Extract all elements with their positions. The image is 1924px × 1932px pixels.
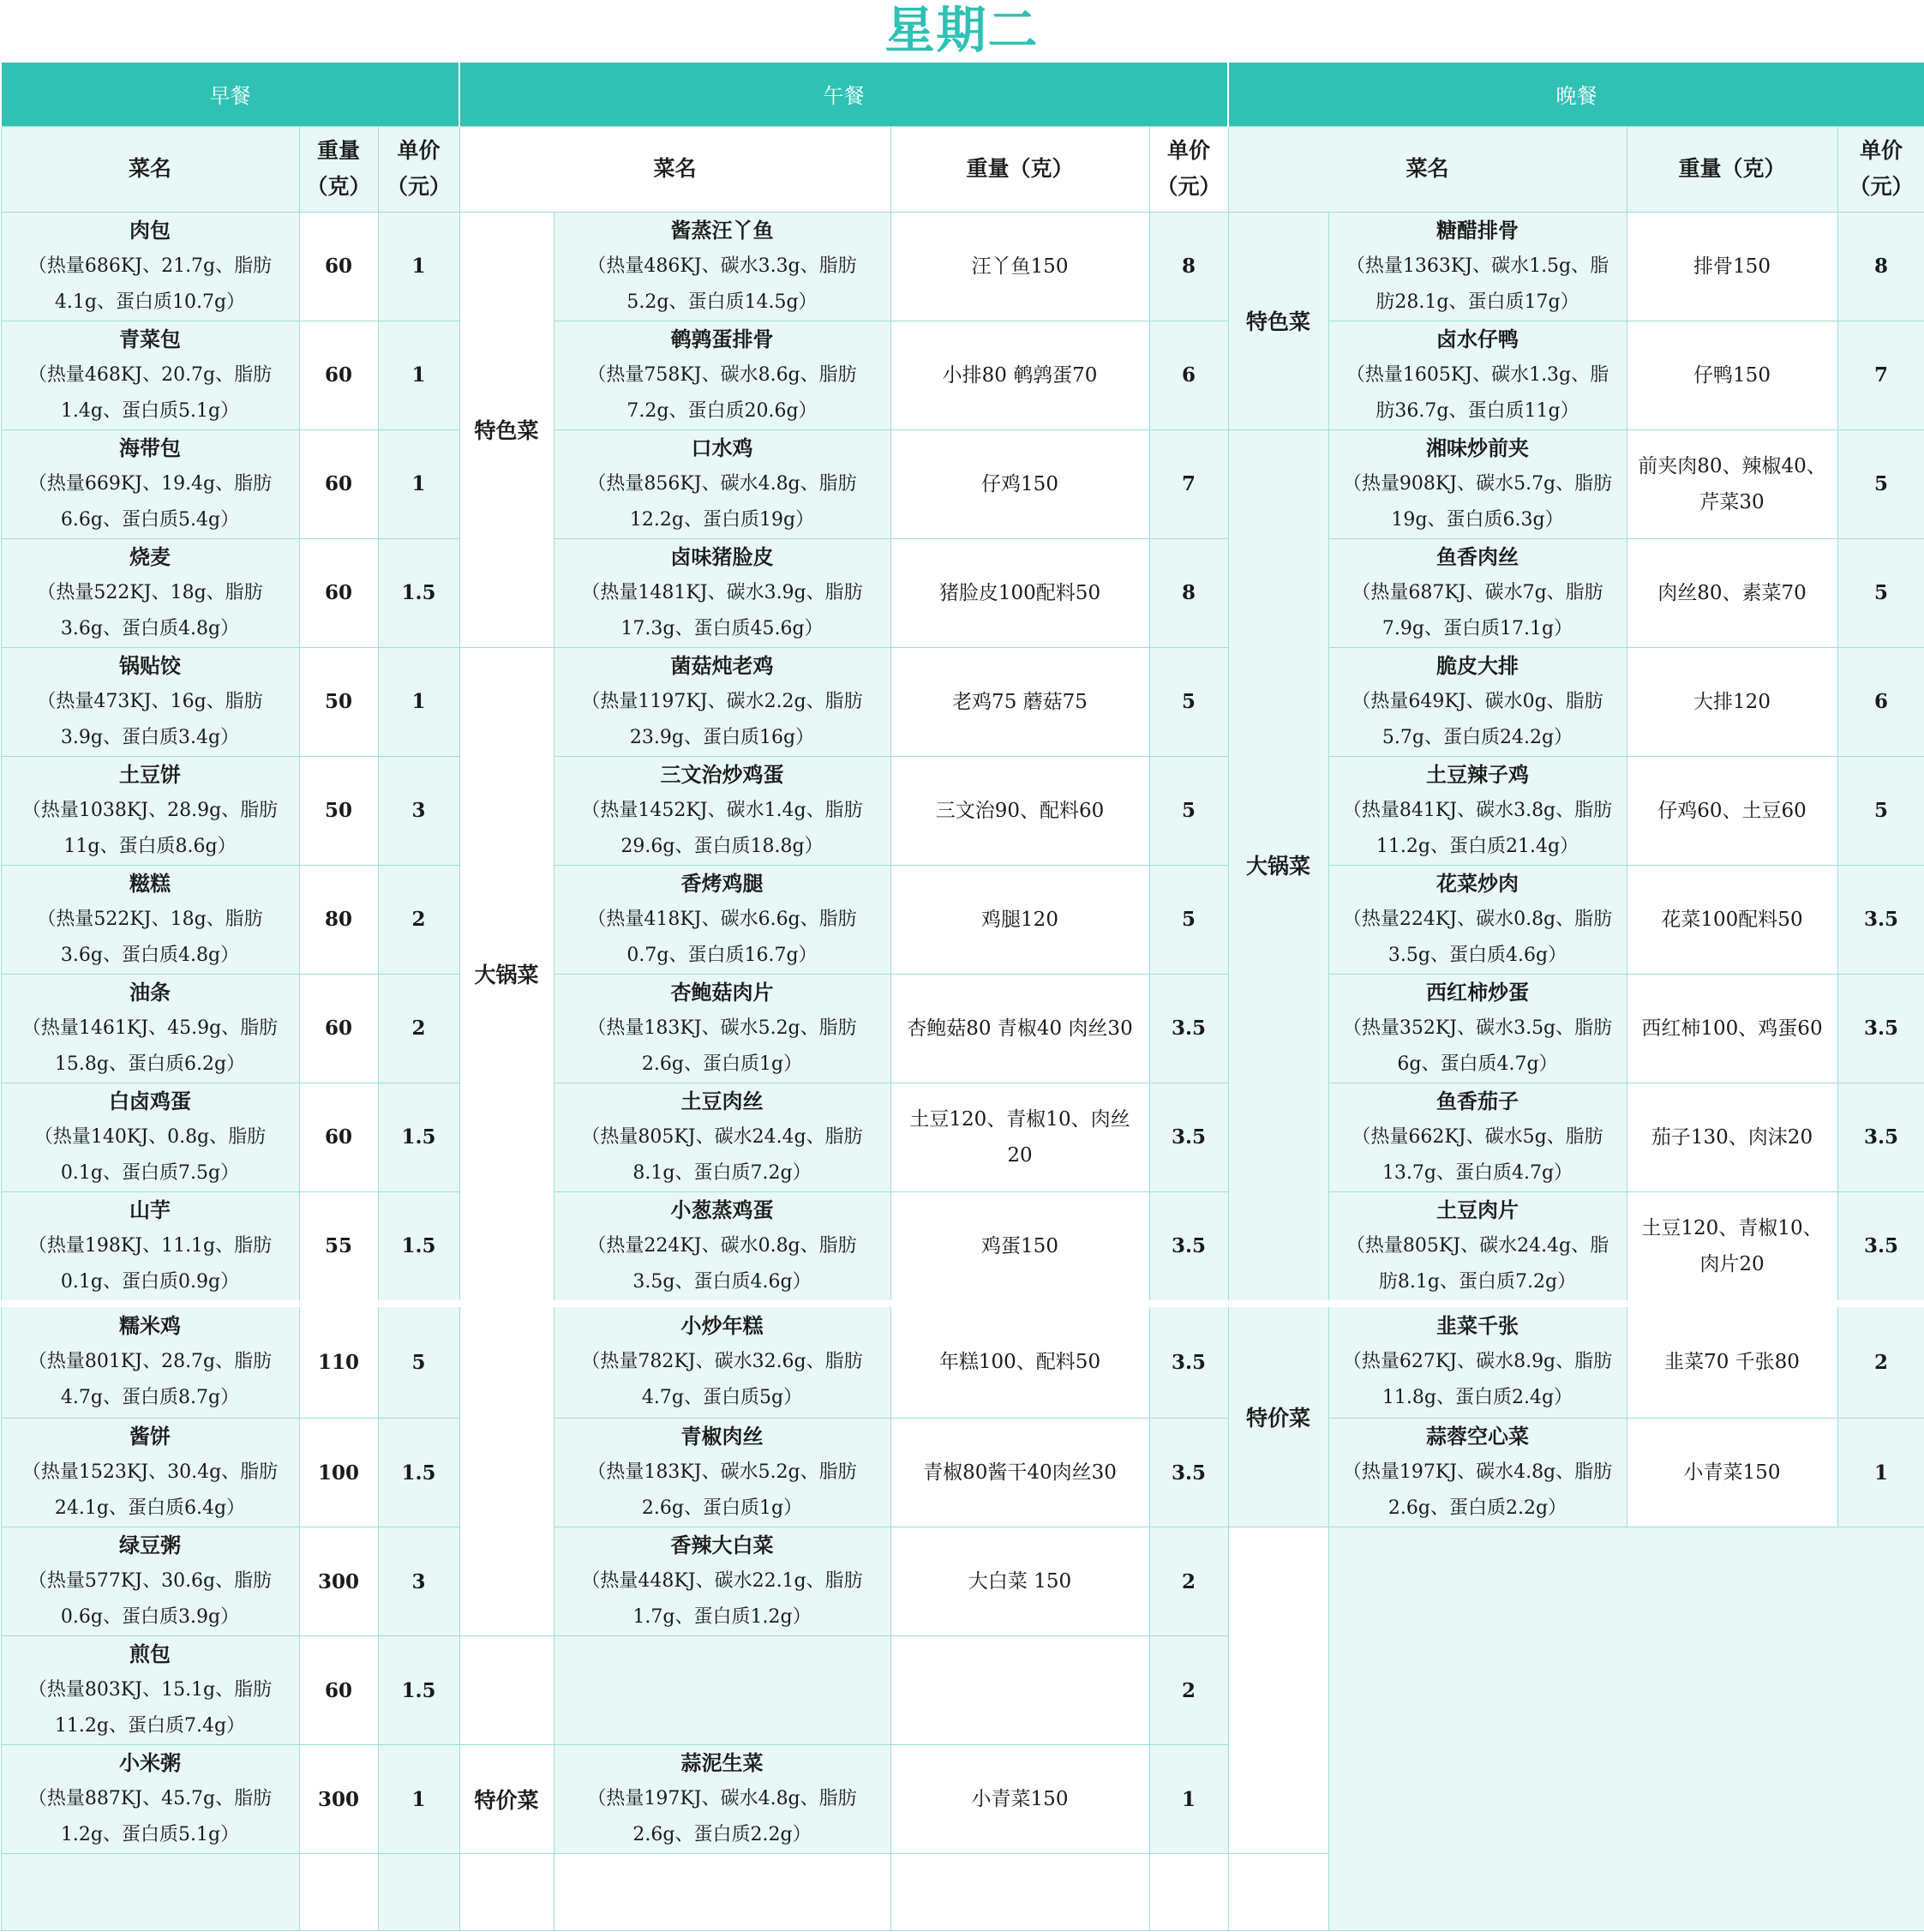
breakfast-price: 1 — [378, 321, 459, 429]
dinner-weight: 仔鸭150 — [1627, 321, 1837, 429]
dinner-header: 晚餐 — [1228, 63, 1924, 126]
lunch-name-header: 菜名 — [459, 126, 890, 212]
lunch-dish-cell — [554, 1636, 890, 1745]
dinner-dish-cell — [1328, 974, 1627, 1083]
lunch-dish-nutrition: （热量448KJ、碳水22.1g、脂肪1.7g、蛋白质1.2g） — [581, 1570, 863, 1628]
breakfast-weight-header: 重量（克） — [299, 126, 378, 212]
breakfast-weight: 50 — [299, 756, 378, 865]
breakfast-dish-nutrition: （热量1461KJ、45.9g、脂肪15.8g、蛋白质6.2g） — [21, 1017, 279, 1075]
breakfast-dish-nutrition: （热量887KJ、45.7g、脂肪1.2g、蛋白质5.1g） — [27, 1788, 273, 1845]
dinner-price: 5 — [1837, 429, 1924, 538]
lunch-price: 5 — [1149, 865, 1228, 974]
lunch-dish-nutrition: （热量758KJ、碳水8.6g、脂肪7.2g、蛋白质20.6g） — [587, 363, 857, 422]
dinner-dish-cell — [1328, 212, 1627, 321]
dinner-empty-cell — [1228, 1854, 1328, 1931]
breakfast-dish-nutrition: （热量468KJ、20.7g、脂肪1.4g、蛋白质5.1g） — [27, 363, 273, 422]
lunch-dish-name: 鹌鹑蛋排骨 — [670, 326, 774, 351]
breakfast-price: 1.5 — [378, 1636, 459, 1745]
dinner-category-bigpot: 大锅菜 — [1228, 429, 1328, 1304]
breakfast-dish-name: 酱饼 — [129, 1424, 171, 1449]
lunch-weight: 大白菜 150 — [890, 1527, 1149, 1636]
lunch-weight — [890, 1636, 1149, 1745]
breakfast-price: 1 — [378, 647, 459, 756]
dinner-dish-nutrition: （热量908KJ、碳水5.7g、脂肪19g、蛋白质6.3g） — [1342, 472, 1613, 531]
column-header-row — [1, 126, 1924, 212]
breakfast-dish-name: 白卤鸡蛋 — [109, 1088, 191, 1113]
lunch-dish-cell — [554, 429, 890, 538]
lunch-weight: 汪丫鱼150 — [890, 212, 1149, 321]
breakfast-dish-nutrition: （热量522KJ、18g、脂肪3.6g、蛋白质4.8g） — [37, 581, 263, 639]
menu-row — [1, 1083, 1924, 1191]
dinner-empty-area — [1328, 1527, 1924, 1931]
breakfast-dish-cell — [1, 974, 299, 1083]
lunch-dish-cell — [554, 756, 890, 865]
lunch-dish-cell — [554, 1419, 890, 1527]
dinner-price: 2 — [1837, 1304, 1924, 1419]
lunch-weight: 猪脸皮100配料50 — [890, 538, 1149, 647]
breakfast-weight: 100 — [299, 1419, 378, 1527]
lunch-dish-name: 土豆肉丝 — [680, 1088, 764, 1113]
breakfast-dish-nutrition: （热量686KJ、21.7g、脂肪4.1g、蛋白质10.7g） — [27, 255, 273, 313]
dinner-dish-name: 韭菜千张 — [1436, 1313, 1519, 1339]
lunch-dish-nutrition: （热量418KJ、碳水6.6g、脂肪0.7g、蛋白质16.7g） — [587, 908, 857, 966]
breakfast-price-header: 单价（元） — [378, 126, 459, 212]
lunch-dish-cell — [554, 865, 890, 974]
lunch-dish-cell — [554, 974, 890, 1083]
lunch-weight: 青椒80酱干40肉丝30 — [890, 1419, 1149, 1527]
lunch-dish-cell — [554, 1745, 890, 1854]
lunch-empty-cell — [890, 1854, 1149, 1931]
breakfast-weight: 60 — [299, 1636, 378, 1745]
breakfast-price: 3 — [378, 756, 459, 865]
breakfast-price: 3 — [378, 1527, 459, 1636]
lunch-dish-name: 香烤鸡腿 — [680, 870, 764, 896]
breakfast-empty-cell — [1, 1854, 299, 1931]
breakfast-weight: 50 — [299, 647, 378, 756]
dinner-price: 6 — [1837, 647, 1924, 756]
breakfast-price: 1.5 — [378, 1083, 459, 1191]
breakfast-weight: 60 — [299, 538, 378, 647]
lunch-header: 午餐 — [459, 63, 1228, 126]
lunch-dish-nutrition: （热量486KJ、碳水3.3g、脂肪5.2g、蛋白质14.5g） — [587, 255, 857, 313]
lunch-dish-name: 蒜泥生菜 — [680, 1750, 764, 1775]
lunch-price: 6 — [1149, 321, 1228, 429]
lunch-dish-cell — [554, 1527, 890, 1636]
breakfast-dish-cell — [1, 1304, 299, 1419]
breakfast-dish-name: 土豆饼 — [119, 761, 181, 787]
dinner-dish-name: 西红柿炒蛋 — [1426, 979, 1529, 1005]
lunch-dish-name: 小葱蒸鸡蛋 — [670, 1197, 774, 1222]
dinner-dish-cell — [1328, 865, 1627, 974]
dinner-dish-nutrition: （热量662KJ、碳水5g、脂肪13.7g、蛋白质4.7g） — [1352, 1125, 1603, 1184]
breakfast-header: 早餐 — [1, 63, 459, 126]
dinner-dish-cell — [1328, 647, 1627, 756]
menu-row — [1, 1527, 1924, 1636]
breakfast-dish-name: 糍糕 — [129, 870, 171, 896]
dinner-dish-nutrition: （热量1605KJ、碳水1.3g、脂肪36.7g、蛋白质11g） — [1346, 363, 1609, 422]
dinner-weight-header: 重量（克） — [1627, 126, 1837, 212]
breakfast-dish-name: 绿豆粥 — [119, 1533, 181, 1557]
dinner-dish-cell — [1328, 538, 1627, 647]
breakfast-weight: 80 — [299, 865, 378, 974]
breakfast-price: 5 — [378, 1304, 459, 1419]
breakfast-weight: 60 — [299, 429, 378, 538]
dinner-dish-name: 花菜炒肉 — [1436, 870, 1519, 896]
breakfast-dish-name: 山芋 — [129, 1197, 171, 1222]
dinner-dish-name: 鱼香肉丝 — [1436, 543, 1519, 569]
breakfast-dish-name: 烧麦 — [129, 543, 171, 569]
breakfast-empty-cell — [299, 1854, 378, 1931]
breakfast-name-header: 菜名 — [1, 126, 299, 212]
dinner-dish-nutrition: （热量627KJ、碳水8.9g、脂肪11.8g、蛋白质2.4g） — [1342, 1351, 1613, 1409]
dinner-dish-nutrition: （热量649KJ、碳水0g、脂肪5.7g、蛋白质24.2g） — [1352, 690, 1603, 748]
lunch-dish-cell — [554, 1304, 890, 1419]
dinner-category-bargain: 特价菜 — [1228, 1304, 1328, 1527]
lunch-price: 8 — [1149, 538, 1228, 647]
lunch-empty-cell — [554, 1854, 890, 1931]
lunch-price: 3.5 — [1149, 1191, 1228, 1304]
meal-header-row — [1, 63, 1924, 126]
menu-row — [1, 1191, 1924, 1304]
menu-row — [1, 1419, 1924, 1527]
menu-row — [1, 538, 1924, 647]
lunch-weight: 鸡腿120 — [890, 865, 1149, 974]
breakfast-dish-name: 海带包 — [119, 435, 181, 460]
dinner-price: 1 — [1837, 1419, 1924, 1527]
lunch-dish-name: 青椒肉丝 — [680, 1424, 764, 1449]
breakfast-dish-cell — [1, 538, 299, 647]
breakfast-dish-name: 肉包 — [129, 217, 171, 243]
dinner-dish-nutrition: （热量805KJ、碳水24.4g、脂肪8.1g、蛋白质7.2g） — [1346, 1234, 1609, 1293]
lunch-category-empty — [459, 1304, 554, 1636]
dinner-price: 3.5 — [1837, 865, 1924, 974]
breakfast-weight: 300 — [299, 1745, 378, 1854]
breakfast-price: 1.5 — [378, 538, 459, 647]
breakfast-price: 1.5 — [378, 1191, 459, 1304]
dinner-price: 3.5 — [1837, 974, 1924, 1083]
dinner-dish-cell — [1328, 1419, 1627, 1527]
dinner-dish-nutrition: （热量352KJ、碳水3.5g、脂肪6g、蛋白质4.7g） — [1342, 1017, 1613, 1075]
dinner-weight: 小青菜150 — [1627, 1419, 1837, 1527]
dinner-dish-nutrition: （热量687KJ、碳水7g、脂肪7.9g、蛋白质17.1g） — [1352, 581, 1603, 639]
lunch-weight: 仔鸡150 — [890, 429, 1149, 538]
lunch-weight: 鸡蛋150 — [890, 1191, 1149, 1304]
lunch-dish-nutrition: （热量1481KJ、碳水3.9g、脂肪17.3g、蛋白质45.6g） — [581, 581, 863, 639]
lunch-empty-cell — [1149, 1854, 1228, 1931]
breakfast-price: 1 — [378, 1745, 459, 1854]
lunch-dish-cell — [554, 647, 890, 756]
lunch-dish-nutrition: （热量782KJ、碳水32.6g、脂肪4.7g、蛋白质5g） — [581, 1351, 863, 1409]
dinner-dish-nutrition: （热量224KJ、碳水0.8g、脂肪3.5g、蛋白质4.6g） — [1342, 908, 1613, 966]
breakfast-dish-name: 煎包 — [129, 1641, 171, 1666]
dinner-dish-name: 鱼香茄子 — [1436, 1088, 1519, 1113]
breakfast-weight: 55 — [299, 1191, 378, 1304]
lunch-weight: 小排80 鹌鹑蛋70 — [890, 321, 1149, 429]
dinner-weight: 前夹肉80、辣椒40、芹菜30 — [1627, 429, 1837, 538]
dinner-dish-nutrition: （热量841KJ、碳水3.8g、脂肪11.2g、蛋白质21.4g） — [1342, 799, 1613, 857]
lunch-dish-cell — [554, 1083, 890, 1191]
dinner-category-special: 特色菜 — [1228, 212, 1328, 429]
lunch-price: 3.5 — [1149, 1304, 1228, 1419]
dinner-weight: 仔鸡60、土豆60 — [1627, 756, 1837, 865]
breakfast-dish-nutrition: （热量803KJ、15.1g、脂肪11.2g、蛋白质7.4g） — [27, 1679, 273, 1737]
menu-row — [1, 865, 1924, 974]
breakfast-weight: 60 — [299, 974, 378, 1083]
lunch-price: 2 — [1149, 1636, 1228, 1745]
breakfast-dish-cell — [1, 865, 299, 974]
menu-row — [1, 647, 1924, 756]
lunch-dish-nutrition: （热量197KJ、碳水4.8g、脂肪2.6g、蛋白质2.2g） — [587, 1788, 857, 1845]
lunch-dish-cell — [554, 1191, 890, 1304]
lunch-dish-nutrition: （热量856KJ、碳水4.8g、脂肪12.2g、蛋白质19g） — [587, 472, 857, 531]
dinner-price: 3.5 — [1837, 1083, 1924, 1191]
breakfast-dish-cell — [1, 1527, 299, 1636]
breakfast-dish-cell — [1, 1636, 299, 1745]
dinner-dish-name: 蒜蓉空心菜 — [1426, 1424, 1529, 1449]
lunch-category-empty — [459, 1854, 554, 1931]
dinner-dish-cell — [1328, 1304, 1627, 1419]
breakfast-dish-nutrition: （热量1038KJ、28.9g、脂肪11g、蛋白质8.6g） — [21, 799, 279, 857]
breakfast-weight: 60 — [299, 1083, 378, 1191]
breakfast-dish-nutrition: （热量198KJ、11.1g、脂肪0.1g、蛋白质0.9g） — [27, 1234, 273, 1293]
lunch-dish-nutrition: （热量1197KJ、碳水2.2g、脂肪23.9g、蛋白质16g） — [581, 690, 863, 748]
lunch-weight: 土豆120、青椒10、肉丝20 — [890, 1083, 1149, 1191]
lunch-dish-name: 香辣大白菜 — [670, 1533, 774, 1557]
dinner-price: 5 — [1837, 756, 1924, 865]
dinner-weight: 茄子130、肉沫20 — [1627, 1083, 1837, 1191]
breakfast-empty-cell — [378, 1854, 459, 1931]
breakfast-dish-cell — [1, 1745, 299, 1854]
menu-row — [1, 321, 1924, 429]
dinner-price: 5 — [1837, 538, 1924, 647]
weekly-menu-table — [0, 63, 1924, 1931]
dinner-dish-name: 脆皮大排 — [1436, 652, 1519, 678]
lunch-weight-header: 重量（克） — [890, 126, 1149, 212]
breakfast-weight: 300 — [299, 1527, 378, 1636]
lunch-category-bargain: 特价菜 — [459, 1745, 554, 1854]
lunch-weight: 老鸡75 蘑菇75 — [890, 647, 1149, 756]
breakfast-dish-cell — [1, 429, 299, 538]
dinner-dish-cell — [1328, 429, 1627, 538]
breakfast-price: 2 — [378, 865, 459, 974]
lunch-dish-name: 小炒年糕 — [680, 1313, 764, 1339]
dinner-dish-name: 土豆肉片 — [1436, 1197, 1519, 1222]
menu-row — [1, 429, 1924, 538]
dinner-dish-name: 糖醋排骨 — [1436, 217, 1519, 243]
lunch-category-special: 特色菜 — [459, 212, 554, 647]
lunch-dish-name: 三文治炒鸡蛋 — [660, 761, 784, 787]
breakfast-dish-nutrition: （热量801KJ、28.7g、脂肪4.7g、蛋白质8.7g） — [27, 1351, 273, 1409]
lunch-weight: 小青菜150 — [890, 1745, 1149, 1854]
breakfast-dish-nutrition: （热量140KJ、0.8g、脂肪0.1g、蛋白质7.5g） — [33, 1125, 267, 1184]
breakfast-dish-name: 青菜包 — [119, 326, 181, 351]
dinner-dish-nutrition: （热量197KJ、碳水4.8g、脂肪2.6g、蛋白质2.2g） — [1342, 1461, 1613, 1519]
lunch-price: 5 — [1149, 756, 1228, 865]
dinner-weight: 韭菜70 千张80 — [1627, 1304, 1837, 1419]
lunch-dish-name: 卤味猪脸皮 — [670, 543, 774, 569]
menu-row — [1, 974, 1924, 1083]
menu-row — [1, 1304, 1924, 1419]
dinner-weight: 大排120 — [1627, 647, 1837, 756]
breakfast-dish-name: 糯米鸡 — [119, 1313, 181, 1339]
breakfast-price: 1 — [378, 429, 459, 538]
lunch-dish-nutrition: （热量224KJ、碳水0.8g、脂肪3.5g、蛋白质4.6g） — [587, 1234, 857, 1293]
dinner-weight: 花菜100配料50 — [1627, 865, 1837, 974]
lunch-price: 7 — [1149, 429, 1228, 538]
lunch-weight: 三文治90、配料60 — [890, 756, 1149, 865]
lunch-price: 3.5 — [1149, 974, 1228, 1083]
dinner-empty-cell — [1228, 1527, 1328, 1854]
dinner-dish-cell — [1328, 1083, 1627, 1191]
breakfast-weight: 110 — [299, 1304, 378, 1419]
breakfast-dish-name: 小米粥 — [119, 1750, 181, 1775]
breakfast-dish-cell — [1, 1419, 299, 1527]
breakfast-dish-cell — [1, 321, 299, 429]
lunch-dish-name: 酱蒸汪丫鱼 — [670, 217, 774, 243]
lunch-price: 2 — [1149, 1527, 1228, 1636]
breakfast-price: 2 — [378, 974, 459, 1083]
lunch-price: 3.5 — [1149, 1419, 1228, 1527]
breakfast-dish-nutrition: （热量1523KJ、30.4g、脂肪24.1g、蛋白质6.4g） — [21, 1461, 279, 1519]
breakfast-dish-nutrition: （热量473KJ、16g、脂肪3.9g、蛋白质3.4g） — [37, 690, 263, 748]
breakfast-dish-name: 锅贴饺 — [119, 652, 181, 678]
dinner-dish-cell — [1328, 756, 1627, 865]
dinner-price: 8 — [1837, 212, 1924, 321]
dinner-dish-name: 土豆辣子鸡 — [1426, 761, 1529, 787]
breakfast-dish-nutrition: （热量522KJ、18g、脂肪3.6g、蛋白质4.8g） — [37, 908, 263, 966]
lunch-dish-cell — [554, 321, 890, 429]
dinner-dish-name: 卤水仔鸭 — [1436, 326, 1519, 351]
breakfast-dish-cell — [1, 756, 299, 865]
lunch-dish-nutrition: （热量183KJ、碳水5.2g、脂肪2.6g、蛋白质1g） — [587, 1461, 857, 1519]
breakfast-dish-nutrition: （热量577KJ、30.6g、脂肪0.6g、蛋白质3.9g） — [27, 1570, 273, 1628]
breakfast-dish-cell — [1, 647, 299, 756]
lunch-price: 3.5 — [1149, 1083, 1228, 1191]
lunch-dish-cell — [554, 212, 890, 321]
lunch-dish-nutrition: （热量1452KJ、碳水1.4g、脂肪29.6g、蛋白质18.8g） — [581, 799, 863, 857]
lunch-weight: 杏鲍菇80 青椒40 肉丝30 — [890, 974, 1149, 1083]
dinner-weight: 西红柿100、鸡蛋60 — [1627, 974, 1837, 1083]
lunch-dish-name: 杏鲍菇肉片 — [670, 979, 774, 1005]
dinner-weight: 肉丝80、素菜70 — [1627, 538, 1837, 647]
menu-row — [1, 212, 1924, 321]
lunch-dish-nutrition: （热量805KJ、碳水24.4g、脂肪8.1g、蛋白质7.2g） — [581, 1125, 863, 1184]
breakfast-dish-cell — [1, 1083, 299, 1191]
dinner-dish-nutrition: （热量1363KJ、碳水1.5g、脂肪28.1g、蛋白质17g） — [1346, 255, 1609, 313]
breakfast-price: 1.5 — [378, 1419, 459, 1527]
breakfast-dish-nutrition: （热量669KJ、19.4g、脂肪6.6g、蛋白质5.4g） — [27, 472, 273, 531]
breakfast-dish-cell — [1, 212, 299, 321]
lunch-weight: 年糕100、配料50 — [890, 1304, 1149, 1419]
lunch-price: 8 — [1149, 212, 1228, 321]
breakfast-weight: 60 — [299, 321, 378, 429]
lunch-dish-name: 口水鸡 — [691, 435, 753, 460]
dinner-dish-cell — [1328, 321, 1627, 429]
lunch-dish-cell — [554, 538, 890, 647]
dinner-weight: 排骨150 — [1627, 212, 1837, 321]
dinner-dish-cell — [1328, 1191, 1627, 1304]
dinner-price: 7 — [1837, 321, 1924, 429]
breakfast-weight: 60 — [299, 212, 378, 321]
menu-row — [1, 756, 1924, 865]
lunch-dish-nutrition: （热量183KJ、碳水5.2g、脂肪2.6g、蛋白质1g） — [587, 1017, 857, 1075]
lunch-price: 1 — [1149, 1745, 1228, 1854]
lunch-category-bigpot: 大锅菜 — [459, 647, 554, 1304]
lunch-price: 5 — [1149, 647, 1228, 756]
lunch-price-header: 单价（元） — [1149, 126, 1228, 212]
dinner-price: 3.5 — [1837, 1191, 1924, 1304]
breakfast-dish-name: 油条 — [129, 979, 171, 1005]
dinner-price-header: 单价（元） — [1837, 126, 1924, 212]
breakfast-price: 1 — [378, 212, 459, 321]
dinner-name-header: 菜名 — [1228, 126, 1627, 212]
dinner-weight: 土豆120、青椒10、肉片20 — [1627, 1191, 1837, 1304]
lunch-category-empty — [459, 1636, 554, 1745]
lunch-dish-name: 菌菇炖老鸡 — [670, 652, 774, 678]
page-title: 星期二 — [884, 1, 1040, 59]
breakfast-dish-cell — [1, 1191, 299, 1304]
dinner-dish-name: 湘味炒前夹 — [1426, 435, 1529, 460]
